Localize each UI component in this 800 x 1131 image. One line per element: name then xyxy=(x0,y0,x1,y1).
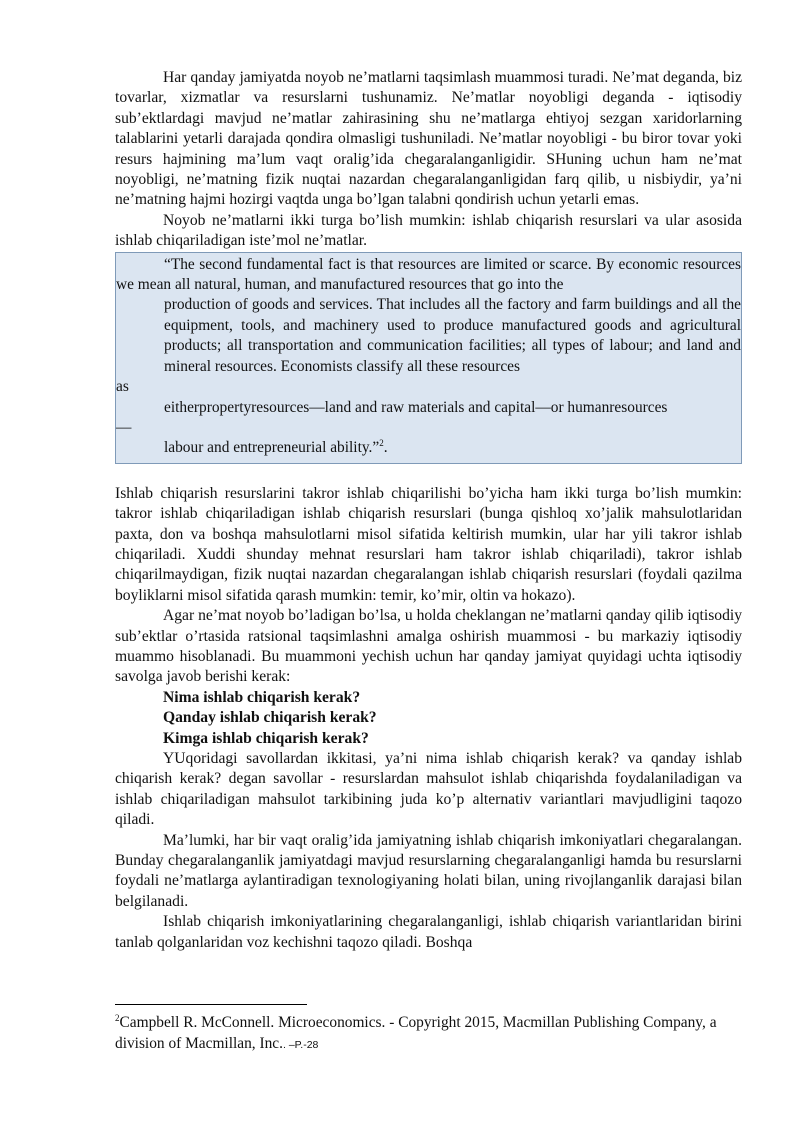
paragraph-scarcity: Har qanday jamiyatda noyob ne’matlarni taqsimlash muammosi turadi. Ne’mat deganda, biz tovarlar, xizmatlar va resurslarni tushunamiz. Ne’matlar noyobligi deganda - iqtisodiy sub’ektlardagi mavjud ne’matlar zahirasining shu ne’matlarga ehtiyoj sezgan xaridorlarning talablarini yetarli darajada qondira olmasligi tushuniladi. Ne’matlar noyobligi - bu biror tovar yoki resurs hajmining ma’lum vaqt oralig’ida chegaralanganligidir. SHuning uchun ham ne’mat noyobligi, ne’matning fizik nuqtai nazardan chegaralanganligidan farq qilib, u nisbiydir, ya’ni ne’matning hajmi hozirgi vaqtda unga bo’lgan talabni qondirish uchun yetarli emas. xyxy=(115,69,742,209)
paragraph-alternatives: YUqoridagi savollardan ikkitasi, ya’ni nima ishlab chiqarish kerak? va qanday ishlab chiqarish kerak? degan savollar - resurslardan mahsulot ishlab chiqarishda foydalaniladigan va ishlab chiqariladigan mahsulot tarkibining juda ko’p alternativ variantlari mavjudligini taqozo qiladi. xyxy=(115,750,742,829)
footnote-page: . –P.-28 xyxy=(282,1039,319,1051)
footnote-ref[interactable]: 2 xyxy=(379,438,384,449)
quote-line-1: “The second fundamental fact is that resources are limited or scarce. By economic resources we mean all natural, human, and manufactured resources that go into the xyxy=(116,255,741,294)
paragraph-resource-types: Noyob ne’matlarni ikki turga bo’lish mumkin: ishlab chiqarish resurslari va ular asosida ishlab chiqariladigan iste’mol ne’matlar. xyxy=(115,211,742,250)
paragraph-reproduction: Ishlab chiqarish resurslarini takror ishlab chiqarilishi bo’yicha ham ikki turga bo’lish mumkin: takror ishlab chiqariladigan ishlab chiqarish resurslari (bunga qishloq xo’jalik mahsulotlaridan paxta, don va boshqa mahsulotlarni misol sifatida keltirish mumkin, ular har yili takror ishlab chiqariladi. Xuddi shunday mehnat resurslari ham takror ishlab chiqariladi), takror ishlab chiqarilmaydigan, fizik nuqtai nazardan chegaralangan ishlab chiqarish resurslari (foydali qazilma boyliklarni misol sifatida qarash mumkin: temir, ko’mir, oltin va hokazo). xyxy=(115,484,742,604)
paragraph-choice: Ishlab chiqarish imkoniyatlarining chegaralanganligi, ishlab chiqarish variantlaridan birini tanlab qolganlaridan voz kechishni taqozo qiladi. Boshqa xyxy=(115,913,742,951)
paragraph-limits: Ma’lumki, har bir vaqt oralig’ida jamiyatning ishlab chiqarish imkoniyatlari chegaralangan. Bunday chegaralanganlik jamiyatdagi mavjud resurslarning chegaralanganligi hamda bu resurslarni foydali ne’matlarga aylantiradigan texnologiyaning holati bilan, uning rivojlanganlik darajasi bilan belgilanadi. xyxy=(115,831,742,910)
quote-dash: — xyxy=(116,418,132,436)
paragraph-central-problem: Agar ne’mat noyob bo’ladigan bo’lsa, u holda cheklangan ne’matlarni qanday qilib iqtisodiy sub’ektlar o’rtasida ratsional taqsimlashni amalga oshirish muammosi - bu markaziy iqtisodiy muammo hisoblanadi. Bu muammoni yechish uchun har qanday jamiyat quyidagi uchta iqtisodiy savolga javob berishi kerak: xyxy=(115,607,742,686)
quote-box xyxy=(115,252,742,464)
footnote xyxy=(115,1012,755,1056)
spacer xyxy=(115,464,742,484)
page-body xyxy=(115,68,742,953)
question-for-whom: Kimga ishlab chiqarish kerak? xyxy=(163,729,369,747)
quote-as: as xyxy=(116,378,129,396)
quote-end: . xyxy=(383,439,388,457)
footnote-divider xyxy=(115,1004,307,1005)
quote-line-4 xyxy=(116,438,741,458)
footnote-mark: 2 xyxy=(115,1012,120,1023)
footnote-text: Campbell R. McConnell. Microeconomics. - Copyright 2015, Macmillan Publishing Company, a division of Macmillan, Inc. xyxy=(115,1014,717,1052)
question-what: Nima ishlab chiqarish kerak? xyxy=(163,688,361,706)
quote-line-3: eitherpropertyresources—land and raw materials and capital—or humanresources xyxy=(164,398,668,416)
quote-line-4-text: labour and entrepreneurial ability.” xyxy=(164,439,380,457)
question-how: Qanday ishlab chiqarish kerak? xyxy=(163,709,377,727)
quote-line-2: production of goods and services. That includes all the factory and farm buildings and all the equipment, tools, and machinery used to produce manufactured goods and agricultural products; all transportation and communication facilities; all types of labour; and land and mineral resources. Economists classify all these resources xyxy=(164,296,741,375)
